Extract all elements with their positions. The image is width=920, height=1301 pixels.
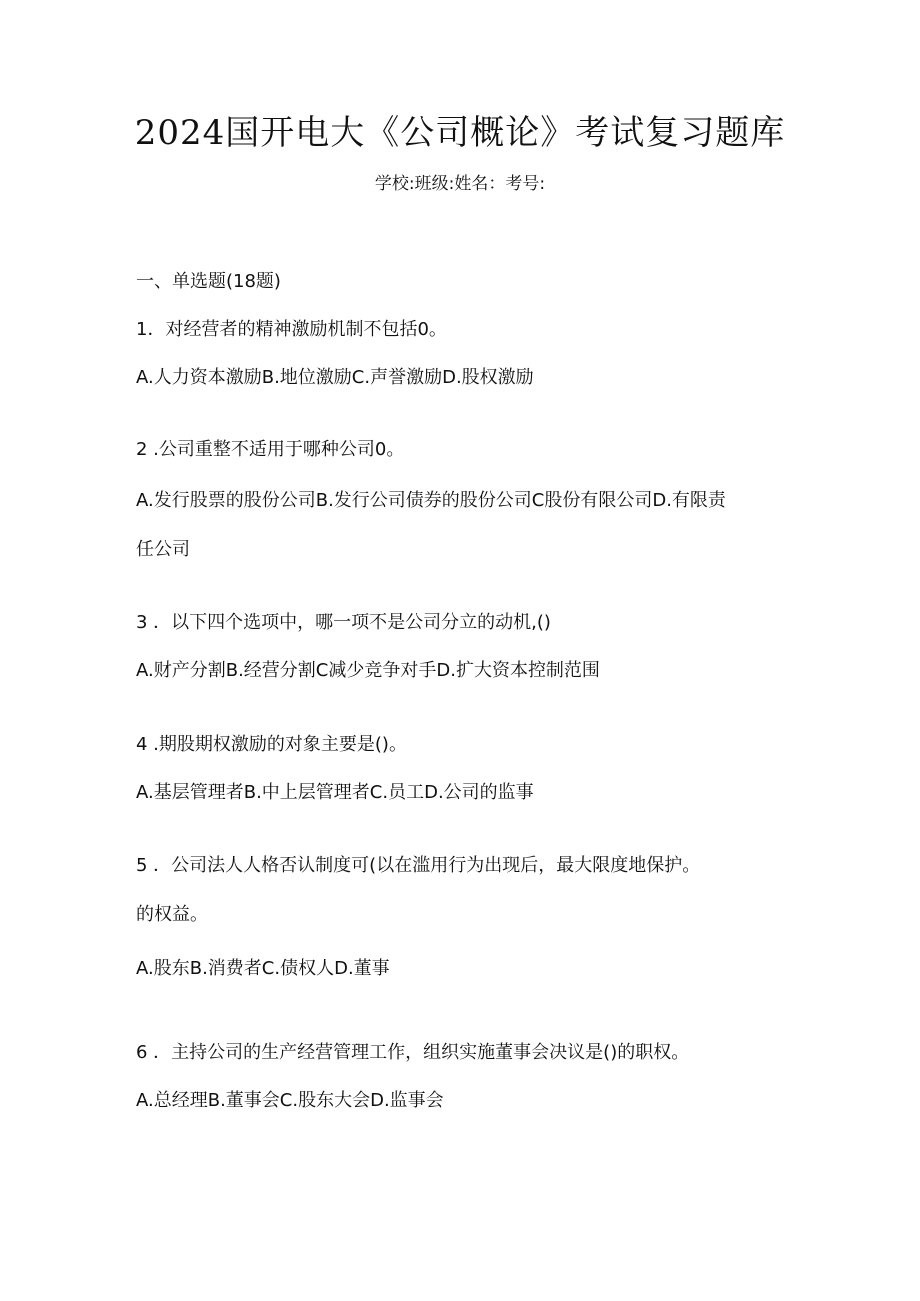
question-3-stem: 3 ．以下四个选项中，哪一项不是公司分立的动机,() bbox=[136, 612, 551, 633]
question-6-options: A.总经理B.董事会C.股东大会D.监事会 bbox=[136, 1090, 444, 1111]
question-5-stem-line-2: 的权益。 bbox=[136, 904, 208, 925]
question-5-options: A.股东B.消费者C.债权人D.董事 bbox=[136, 958, 390, 979]
document-title: 2024国开电大《公司概论》考试复习题库 bbox=[134, 113, 786, 153]
question-2-stem: 2 .公司重整不适用于哪种公司0。 bbox=[136, 439, 405, 460]
question-5-stem-line-1: 5 ．公司法人人格否认制度可(以在滥用行为出现后，最大限度地保护。 bbox=[136, 855, 701, 876]
question-2-options-line-1: A.发行股票的股份公司B.发行公司债券的股份公司C股份有限公司D.有限责 bbox=[136, 490, 726, 511]
question-3-options: A.财产分割B.经营分割C减少竞争对手D.扩大资本控制范围 bbox=[136, 660, 600, 681]
question-4-stem: 4 .期股期权激励的对象主要是()。 bbox=[136, 734, 407, 755]
student-info-line: 学校:班级:姓名：考号: bbox=[374, 174, 546, 194]
question-6-stem: 6 ．主持公司的生产经营管理工作，组织实施董事会决议是()的职权。 bbox=[136, 1042, 690, 1063]
question-4-options: A.基层管理者B.中上层管理者C.员工D.公司的监事 bbox=[136, 782, 534, 803]
question-1-stem: 1．对经营者的精神激励机制不包括0。 bbox=[136, 319, 447, 340]
section-heading: 一、单选题(18题) bbox=[136, 271, 281, 292]
question-1-options: A.人力资本激励B.地位激励C.声誉激励D.股权激励 bbox=[136, 367, 534, 388]
question-2-options-line-2: 任公司 bbox=[136, 539, 190, 560]
